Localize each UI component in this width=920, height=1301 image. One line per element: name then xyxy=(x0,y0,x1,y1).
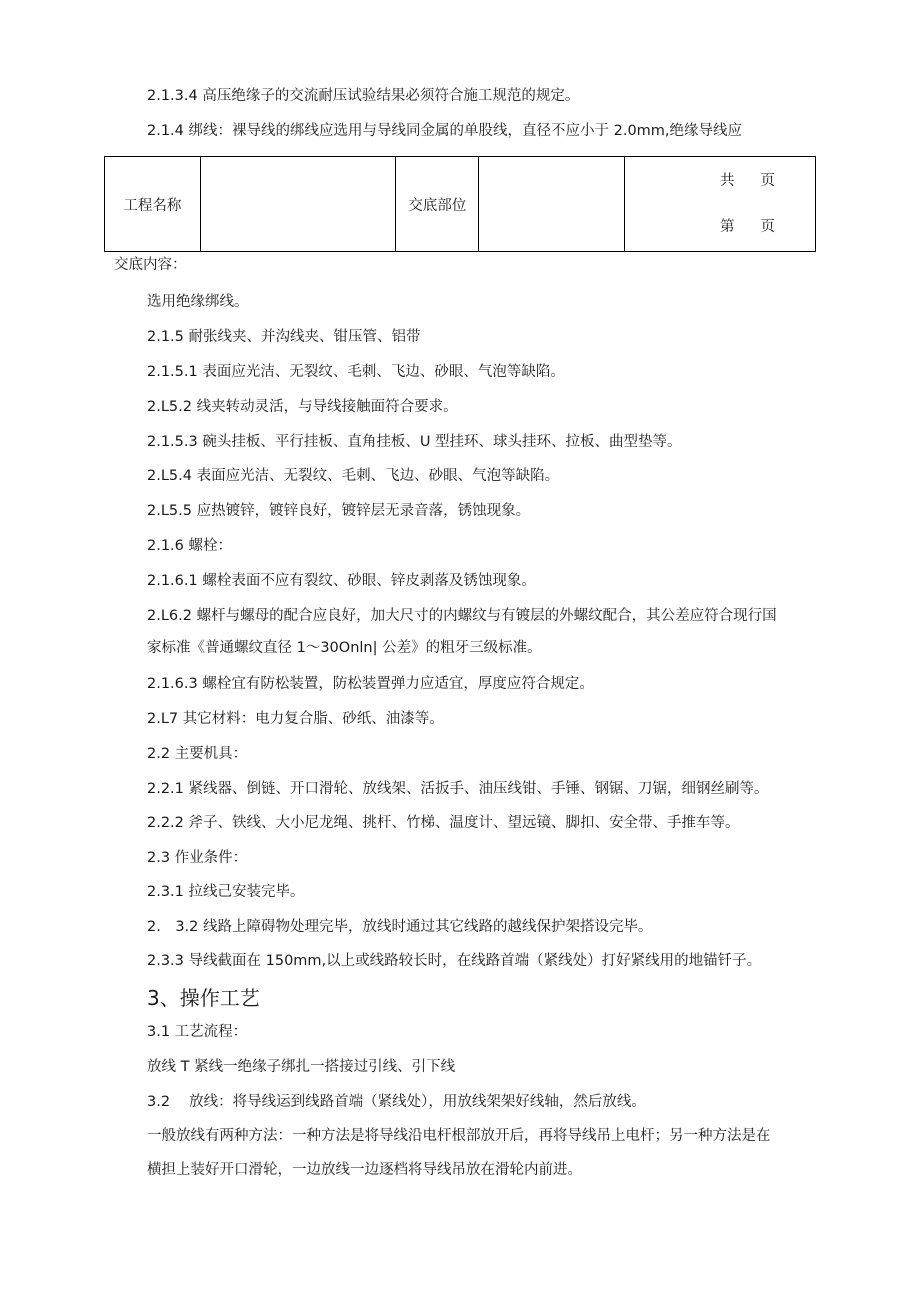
text-line: 2.1.6.3 螺栓宜有防松装置，防松装置弹力应适宜，厚度应符合规定。 xyxy=(147,676,594,692)
text-line: 2.3 作业条件： xyxy=(147,850,248,866)
total-pages-row xyxy=(625,158,815,204)
text-line: 家标准《普通螺纹直径 1～30Onln| 公差》的粗牙三级标准。 xyxy=(147,640,542,656)
page-label: 第 xyxy=(720,219,735,235)
project-name-label: 工程名称 xyxy=(105,157,201,252)
text-line: 2. 3.2 线路上障碍物处理完毕，放线时通过其它线路的越线保护架搭设完毕。 xyxy=(147,919,653,935)
text-line: 一般放线有两种方法：一种方法是将导线沿电杆根部放开后，再将导线吊上电杆；另一种方法是在 xyxy=(147,1128,771,1144)
total-unit: 页 xyxy=(760,173,775,189)
text-line: 2.L5.4 表面应光洁、无裂纹、毛刺、飞边、砂眼、气泡等缺陷。 xyxy=(147,468,560,484)
total-label: 共 xyxy=(720,173,735,189)
page-count-cell xyxy=(625,157,816,252)
text-line: 2.1.3.4 高压绝缘子的交流耐压试验结果必须符合施工规范的规定。 xyxy=(147,88,580,104)
section-label: 交底内容： xyxy=(114,257,187,273)
text-line: 横担上装好开口滑轮，一边放线一边逐档将导线吊放在滑轮内前进。 xyxy=(147,1162,582,1178)
text-line: 2.1.4 绑线：裸导线的绑线应选用与导线同金属的单股线，直径不应小于 2.0mm,绝缘导线应 xyxy=(147,123,743,139)
text-line: 2.1.6.1 螺栓表面不应有裂纹、砂眼、锌皮剥落及锈蚀现象。 xyxy=(147,573,536,589)
text-line: 2.L6.2 螺杆与螺母的配合应良好，加大尺寸的内螺纹与有镀层的外螺纹配合，其公差应符合现行国 xyxy=(147,608,777,624)
header-table xyxy=(104,156,816,252)
text-line: 3.2 放线：将导线运到线路首端（紧线处），用放线架架好线轴，然后放线。 xyxy=(147,1094,646,1110)
text-line: 2.1.5.1 表面应光洁、无裂纹、毛刺、飞边、砂眼、气泡等缺陷。 xyxy=(147,364,565,380)
page-unit: 页 xyxy=(760,219,775,235)
section-heading: 3、操作工艺 xyxy=(147,986,260,1010)
text-line: 2.3.3 导线截面在 150mm,以上或线路较长时，在线路首端（紧线处）打好紧线用的地锚钎子。 xyxy=(147,953,762,969)
handover-part-label: 交底部位 xyxy=(396,157,479,252)
text-line: 2.1.5 耐张线夹、并沟线夹、钳压管、铝带 xyxy=(147,329,421,345)
text-line: 2.L5.2 线夹转动灵活，与导线接触面符合要求。 xyxy=(147,399,458,415)
text-line: 2.2.1 紧线器、倒链、开口滑轮、放线架、活扳手、油压线钳、手锤、钢锯、刀锯，细钢丝刷等。 xyxy=(147,781,769,797)
text-line: 选用绝缘绑线。 xyxy=(147,294,249,310)
text-line: 2.1.6 螺栓： xyxy=(147,538,233,554)
text-line: 3.1 工艺流程： xyxy=(147,1024,248,1040)
text-line: 2.3.1 拉线己安装完毕。 xyxy=(147,884,305,900)
text-line: 2.2.2 斧子、铁线、大小尼龙绳、挑杆、竹梯、温度计、望远镜、脚扣、安全带、手推车等。 xyxy=(147,815,740,831)
text-line: 2.L5.5 应热镀锌，镀锌良好，镀锌层无录音落，锈蚀现象。 xyxy=(147,503,531,519)
text-line: 放线 T 紧线一绝缘子绑扎一搭接过引线、引下线 xyxy=(147,1059,456,1075)
current-page-row xyxy=(625,204,815,250)
project-name-value xyxy=(200,157,396,252)
handover-part-value xyxy=(479,157,625,252)
text-line: 2.L7 其它材料：电力复合脂、砂纸、油漆等。 xyxy=(147,711,444,727)
text-line: 2.1.5.3 碗头挂板、平行挂板、直角挂板、U 型挂环、球头挂环、拉板、曲型垫等。 xyxy=(147,434,682,450)
text-line: 2.2 主要机具： xyxy=(147,746,248,762)
